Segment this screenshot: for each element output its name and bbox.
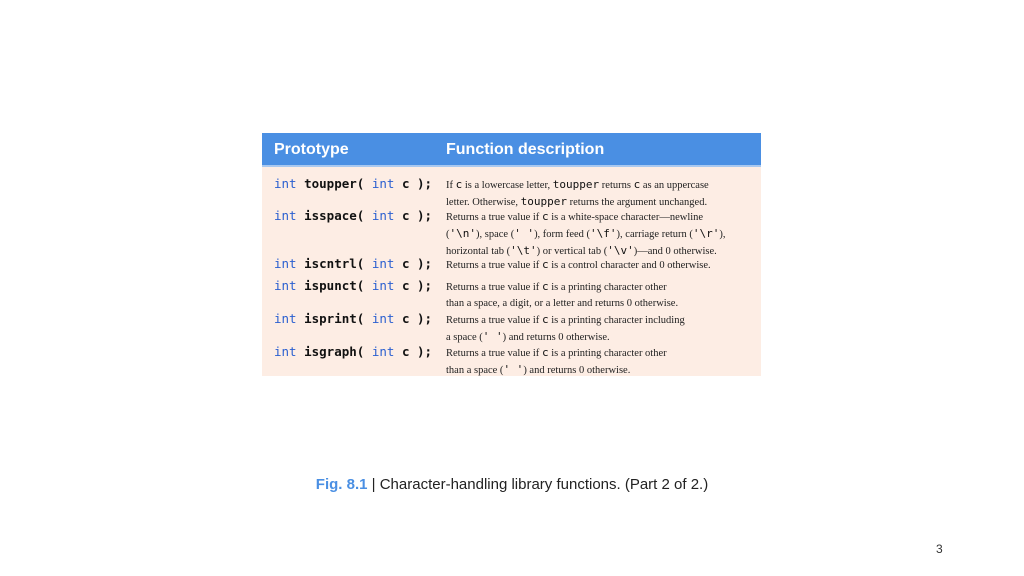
description-text: Returns a true value if — [446, 282, 542, 293]
description — [446, 209, 726, 260]
description-text: ), space ( — [476, 229, 515, 240]
prototype — [274, 278, 432, 293]
description-text: is a white-space character—newline — [548, 212, 704, 223]
prototype-ret: int — [274, 256, 297, 271]
description-text: than a space, a digit, or a letter and returns 0 otherwise. — [446, 298, 679, 309]
prototype-param: c ); — [401, 256, 433, 271]
code-token: c — [541, 280, 549, 293]
prototype-param: c ); — [401, 311, 433, 326]
code-token: c — [633, 178, 641, 191]
description-text: ( — [446, 229, 450, 240]
description-text: a space ( — [446, 332, 483, 343]
description-text: returns — [599, 180, 634, 191]
prototype-ret: int — [274, 176, 297, 191]
description-text: is a printing character other — [548, 282, 667, 293]
prototype-ret: int — [274, 344, 297, 359]
description-text: is a control character and 0 otherwise. — [548, 260, 711, 271]
description-text: ) and returns 0 otherwise. — [502, 332, 610, 343]
description-text: is a lowercase letter, — [462, 180, 553, 191]
prototype-param-type: int — [371, 344, 395, 359]
code-token: '\r' — [692, 227, 720, 240]
prototype-name: isspace( — [304, 208, 365, 223]
prototype-name: ispunct( — [304, 278, 365, 293]
prototype-ret: int — [274, 311, 297, 326]
description-text: Returns a true value if — [446, 212, 542, 223]
code-token: c — [541, 346, 549, 359]
code-token: '\f' — [590, 227, 617, 240]
code-token: '\v' — [607, 244, 634, 257]
code-token: toupper — [520, 195, 568, 208]
description-text: horizontal tab ( — [446, 246, 511, 257]
prototype-param-type: int — [371, 256, 395, 271]
code-token: c — [455, 178, 463, 191]
description-text: Returns a true value if — [446, 315, 542, 326]
code-token: toupper — [552, 178, 600, 191]
code-token: ' ' — [482, 330, 503, 343]
page-number: 3 — [936, 542, 943, 556]
prototype-param: c ); — [401, 344, 433, 359]
description-text: is a printing character other — [548, 348, 667, 359]
code-token: '\t' — [510, 244, 537, 257]
table-header — [262, 133, 761, 167]
prototype-param-type: int — [371, 176, 395, 191]
prototype-param-type: int — [371, 278, 395, 293]
header-description: Function description — [446, 141, 605, 158]
description-text: is a printing character including — [548, 315, 685, 326]
header-prototype: Prototype — [274, 141, 349, 158]
description — [446, 257, 711, 274]
code-token: '\n' — [449, 227, 476, 240]
code-token: c — [541, 258, 549, 271]
description-text: Returns a true value if — [446, 348, 542, 359]
prototype-param: c ); — [401, 208, 433, 223]
description — [446, 177, 709, 211]
description-text: letter. Otherwise, — [446, 197, 521, 208]
figure-label: Fig. 8.1 — [315, 476, 368, 493]
code-token: c — [541, 210, 549, 223]
prototype-ret: int — [274, 208, 297, 223]
description-text: ) and returns 0 otherwise. — [523, 365, 631, 376]
prototype-name: toupper( — [304, 176, 365, 191]
figure-caption — [0, 476, 1024, 493]
description-text: ), — [719, 229, 726, 240]
description-text: ) or vertical tab ( — [536, 246, 608, 257]
description — [446, 312, 685, 346]
description-text: than a space ( — [446, 365, 504, 376]
description-text: returns the argument unchanged. — [567, 197, 708, 208]
prototype-name: iscntrl( — [304, 256, 365, 271]
description-text: as an uppercase — [640, 180, 709, 191]
prototype-param-type: int — [371, 208, 395, 223]
prototype — [274, 208, 432, 223]
description-text: ), carriage return ( — [616, 229, 693, 240]
prototype — [274, 176, 432, 191]
description-text: If — [446, 180, 456, 191]
code-token: ' ' — [503, 363, 524, 376]
code-token: ' ' — [514, 227, 535, 240]
caption-separator: | — [367, 476, 380, 493]
functions-table — [262, 133, 761, 376]
code-token: c — [541, 313, 549, 326]
description-text: )—and 0 otherwise. — [633, 246, 717, 257]
prototype-name: isprint( — [304, 311, 365, 326]
description — [446, 345, 667, 379]
prototype-param: c ); — [401, 176, 433, 191]
description-text: ), form feed ( — [534, 229, 591, 240]
description-text: Returns a true value if — [446, 260, 542, 271]
prototype — [274, 256, 432, 271]
prototype-param: c ); — [401, 278, 433, 293]
prototype — [274, 311, 432, 326]
prototype-name: isgraph( — [304, 344, 365, 359]
prototype-ret: int — [274, 278, 297, 293]
caption-text: Character-handling library functions. (Part 2 of 2.) — [379, 476, 709, 493]
prototype-param-type: int — [371, 311, 395, 326]
prototype — [274, 344, 432, 359]
description — [446, 279, 678, 312]
